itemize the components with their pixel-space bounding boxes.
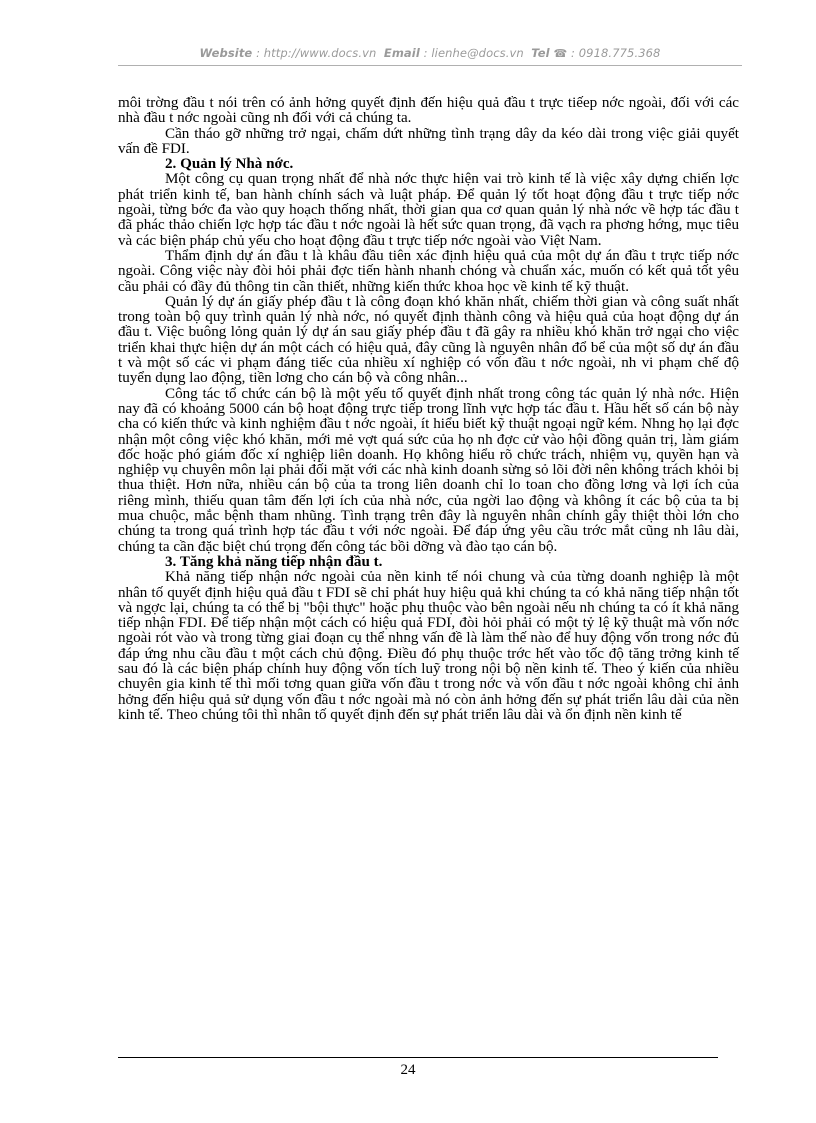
tel-label: Tel [531,46,550,60]
paragraph: môi trờng đầu t nói trên có ảnh hởng quyết định đến hiệu quả đầu t trực tiếep nớc ngoài, đối với các nhà đầu t nớc ngoài cũng nh đối với cả chúng ta. [118,95,739,127]
section-heading: 2. Quản lý Nhà nớc. [165,156,294,173]
phone-icon: ☎ [553,47,568,60]
section-heading: 3. Tăng khả năng tiếp nhận đầu t. [165,553,383,570]
email-value: : lienhe@docs.vn [419,46,524,60]
header-divider [118,65,742,66]
paragraph: Khả năng tiếp nhận nớc ngoài của nền kinh tế nói chung và của từng doanh nghiệp là một nhân tố quyết định hiệu quả đầu t FDI sẽ chỉ phát huy hiệu quả khi chúng ta có khả năng tiếp nhận tốt và ngợc lại, chúng ta có thể bị "bội thực" hoặc phụ thuộc vào bên ngoài nếu nh chúng ta có ít khả năng tiếp nhận FDI. Để tiếp nhận một cách có hiệu quả FDI, đòi hỏi phải có một tỷ lệ kỹ thuật mà vốn nớc ngoài rót vào và trong từng giai đoạn cụ thể nhng vấn đề là làm thế nào để huy động vốn trong nớc đủ đáp ứng nhu cầu đầu t một cách chủ động. Điều đó phụ thuộc trớc hết vào tốc độ tăng trởng kinh tế sau đó là các biện pháp chính huy động vốn tích luỹ trong nội bộ nền kinh tế. Theo ý kiến của nhiều chuyên gia kinh tế thì mối tơng quan giữa vốn đầu t trong nớc và vốn đầu t nớc ngoài không chỉ ảnh hởng đến hiệu quả sử dụng vốn đầu t nớc ngoài mà nó còn ảnh hởng đến sự phát triển lâu dài của nền kinh tế. Theo chúng tôi thì nhân tố quyết định đến sự phát triển lâu dài và ổn định nền kinh tế [118,569,739,723]
email-label: Email [383,46,420,60]
paragraph: Công tác tổ chức cán bộ là một yếu tố quyết định nhất trong công tác quản lý nhà nớc. Hiện nay đã có khoảng 5000 cán bộ hoạt động trực tiếp trong lĩnh vực hợp tác đầu t. Hầu hết số cán bộ này cha có kiến thức và kinh nghiệm đầu t nớc ngoài, ít hiểu biết kỹ thuật ngoại ngữ kém. Nhng họ lại đợc nhận một công việc khó khăn, mới mẻ vợt quá sức của họ nh đợc cử vào hội đồng quản trị, làm giám đốc hoặc phó giám đốc xí nghiệp liên doanh. Họ không hiểu rõ chức trách, nhiệm vụ, quyền hạn và nghiệp vụ chuyên môn lại phải đối mặt với các nhà kinh doanh sừng sỏ lõi đời nên không trách khỏi bị thua thiệt. Hơn nữa, nhiều cán bộ của ta trong liên doanh chỉ lo toan cho đồng lơng và lợi ích của riêng mình, thiếu quan tâm đến lợi ích của nhà nớc, của ngời lao động và không ít các bộ của ta bị mua chuộc, mắc bệnh tham nhũng. Tình trạng trên đây là nguyên nhân chính gây thiệt thòi lớn cho chúng ta trong quá trình hợp tác đầu t với nớc ngoài. Để đáp ứng yêu cầu trớc mắt cũng nh lâu dài, chúng ta cần đặc biệt chú trọng đến công tác bồi dỡng và đào tạo cán bộ. [118,385,739,555]
website-label: Website [199,46,253,60]
tel-value: : 0918.775.368 [567,46,661,60]
paragraph: Quản lý dự án giấy phép đầu t là công đoạn khó khăn nhất, chiếm thời gian và công suất nhất trong toàn bộ quy trình quản lý nhà nớc, nó quyết định thành công và hiệu quả của hoạt động dự án đầu t. Việc buông lỏng quản lý dự án sau giấy phép đầu t đã gây ra nhiều khó khăn trở ngại cho việc triển khai thực hiện dự án một cách có hiệu quả, đây cũng là nguyên nhân đổ bể của một số dự án đầu t và một số các vi phạm đáng tiếc của nhiều xí nghiệp có vốn đầu t nớc ngoài, nh vi phạm chế độ tuyển dụng lao động, tiền lơng cho cán bộ và công nhân... [118,293,739,387]
page-number: 24 [400,1062,416,1078]
paragraph: Cần tháo gỡ những trở ngại, chấm dứt những tình trạng dây da kéo dài trong việc giải quyết vấn đề FDI. [118,125,739,157]
paragraph: Một công cụ quan trọng nhất để nhà nớc thực hiện vai trò kinh tế là việc xây dựng chiến lợc phát triển kinh tế, ban hành chính sách và luật pháp. Để quản lý tốt hoạt động đầu t trực tiếp nớc ngoài, từng bớc đa vào quy hoạch thống nhất, thời gian qua cơ quan quản lý nhà nớc về hợp tác đầu t đã phác thảo chiến lợc hợp tác đầu t nớc ngoài là hết sức quan trọng, đã vạch ra phơng hớng, mục tiêu và các biện pháp chủ yếu cho hoạt động đầu t trực tiếp nớc ngoài vào Việt Nam. [118,171,739,249]
document-body [118,96,739,723]
paragraph: Thẩm định dự án đầu t là khâu đầu tiên xác định hiệu quả của một dự án đầu t trực tiếp nớc ngoài. Công việc này đòi hỏi phải đợc tiến hành nhanh chóng và chuẩn xác, muốn có kết quả tốt yêu cầu phải có đầy đủ thông tin cần thiết, những kiến thức khoa học về kinh tế kỹ thuật. [118,247,739,295]
website-value: : http://www.docs.vn [252,46,377,60]
footer-divider [118,1057,718,1058]
page-header [118,46,742,60]
